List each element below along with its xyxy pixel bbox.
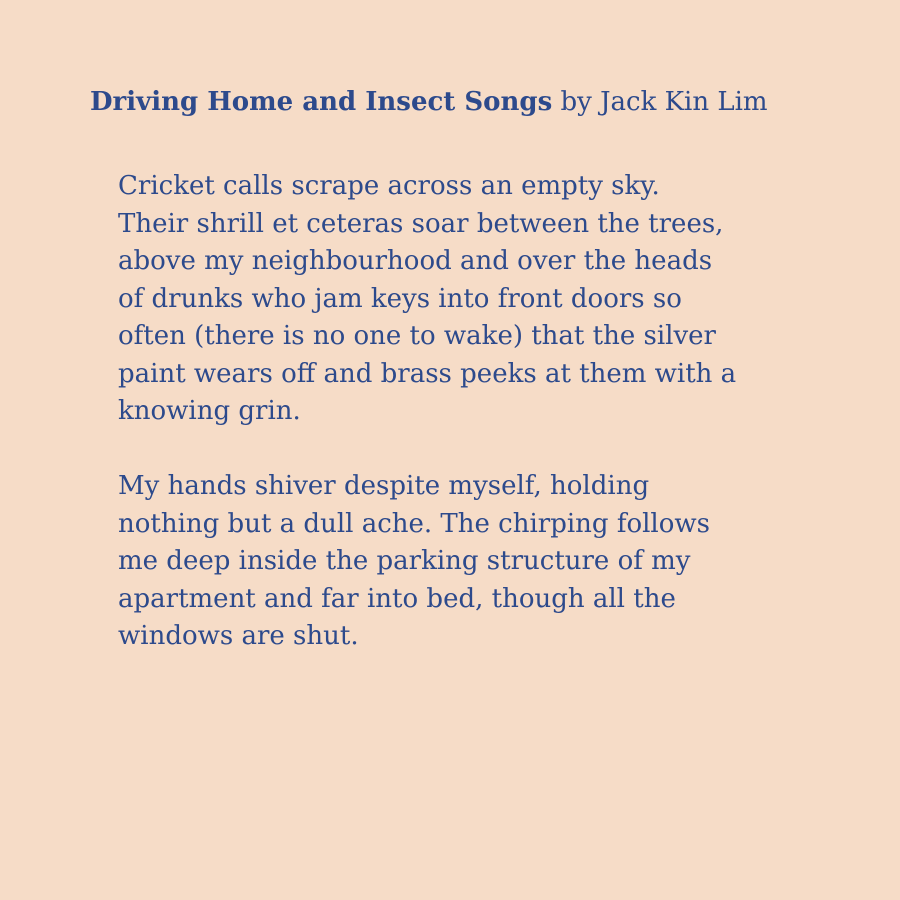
stanza [118, 468, 858, 656]
poem-byline: by Jack Kin Lim [552, 87, 768, 117]
poem-line: often (there is no one to wake) that the silver [118, 321, 716, 351]
poem-body [118, 168, 858, 656]
poem-line: knowing grin. [118, 396, 301, 426]
poem-line: paint wears off and brass peeks at them with a [118, 358, 737, 389]
poem-line: nothing but a dull ache. The chirping follows [118, 508, 710, 539]
poem-line: of drunks who jam keys into front doors so [118, 283, 682, 314]
poem-line: apartment and far into bed, though all the [118, 583, 676, 614]
poem-line: My hands shiver despite myself, holding [118, 471, 650, 501]
poem-line: Cricket calls scrape across an empty sky. [118, 171, 660, 201]
stanza [118, 168, 858, 431]
poem-line: windows are shut. [118, 621, 359, 651]
poem-header [90, 82, 870, 122]
poem-line: me deep inside the parking structure of my [118, 546, 691, 576]
stanza-break [118, 431, 858, 469]
poem-title: Driving Home and Insect Songs [90, 87, 553, 117]
poem-line: above my neighbourhood and over the heads [118, 246, 713, 276]
poem-line: Their shrill et ceteras soar between the trees, [118, 208, 724, 239]
